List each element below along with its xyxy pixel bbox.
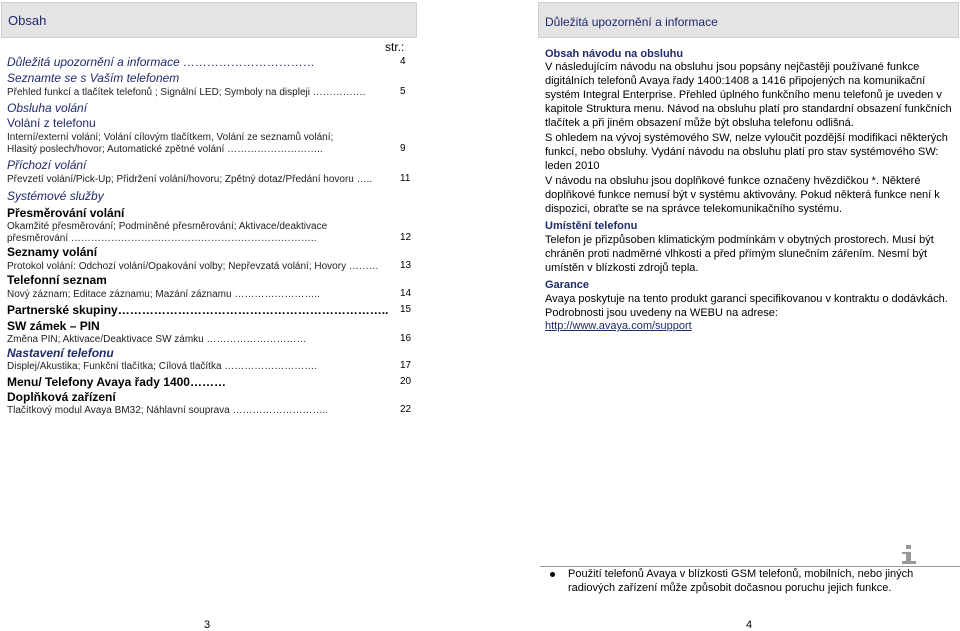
warranty-paragraph: Avaya poskytuje na tento produkt garanci specifikovanou v kontraktu o dodávkách. Podrobnosti jsou uvedeny na WEBU na adrese: <box>545 293 948 319</box>
right-page-title: Důležitá upozornění a informace <box>545 15 718 29</box>
section-title-manual: Obsah návodu na obsluhu <box>545 48 684 60</box>
toc-page: 9 <box>400 143 406 154</box>
toc-entry: Seznamte se s Vaším telefonem <box>7 71 180 85</box>
section-title-warranty: Garance <box>545 279 590 291</box>
toc-page: 16 <box>400 333 412 344</box>
toc-page: 4 <box>400 56 406 67</box>
toc-entry: Doplňková zařízení <box>7 390 116 404</box>
toc-entry: Okamžité přesměrování; Podmíněné přesměrování; Aktivace/deaktivace <box>7 221 328 232</box>
toc-entry: Protokol volání: Odchozí volání/Opakování volby; Nepřevzatá volání; Hovory ……… <box>7 261 379 272</box>
toc-entry: Interní/externí volání; Volání cílovým tlačítkem, Volání ze seznamů volání; <box>7 132 334 143</box>
toc-entry: Přesměrování volání <box>7 206 125 220</box>
toc-entry: Partnerské skupiny………………………………………………………….. <box>7 303 389 317</box>
toc-page-label: str.: <box>385 40 405 54</box>
toc-entry: Hlasitý poslech/hovor; Automatické zpětné volání ……………………….. <box>7 144 323 155</box>
toc-entry: Převzetí volání/Pick-Up; Přidržení volání/hovoru; Zpětný dotaz/Předání hovoru ….. <box>7 174 373 185</box>
toc-entry: Telefonní seznam <box>7 273 107 287</box>
toc-page: 11 <box>400 173 411 184</box>
section-title-placement: Umístění telefonu <box>545 220 638 232</box>
info-icon <box>897 545 921 565</box>
toc-page: 12 <box>400 232 412 243</box>
toc-page: 22 <box>400 404 412 415</box>
manual-paragraph-2: S ohledem na vývoj systémového SW, nelze vyloučit pozdější modifikaci některých funkcí, nebo obsluhy. Vydání návodu na obsluhu platí pro stav systémového SW: leden 2010 <box>545 132 948 172</box>
toc-entry: Menu/ Telefony Avaya řady 1400……… <box>7 375 226 389</box>
gsm-warning-note: Použití telefonů Avaya v blízkosti GSM telefonů, mobilních, nebo jiných radiových zařízení může způsobit dočasnou poruchu jejich funkce. <box>568 568 914 594</box>
toc-entry: Nastavení telefonu <box>7 346 114 360</box>
toc-entry: Tlačítkový modul Avaya BM32; Náhlavní souprava ……………………….. <box>7 405 329 416</box>
toc-page: 20 <box>400 376 412 387</box>
toc-entry: Důležitá upozornění a informace …………………………… <box>7 55 316 69</box>
toc-entry: přesměrování ……………………………………………………………….. <box>7 233 317 244</box>
toc-page: 15 <box>400 304 412 315</box>
toc-entry: Změna PIN; Aktivace/Deaktivace SW zámku ………………………… <box>7 334 307 345</box>
toc-entry: Systémové služby <box>7 189 104 203</box>
manual-paragraph-1: V následujícím návodu na obsluhu jsou popsány nejčastěji používané funkce digitálních telefonů Avaya řady 1400:1408 a 1416 připojených na komunikační systém Integral Enterprise. Přehled úplného funkčního menu telefonů je uveden v kapitole Struktura menu. Návod na obsluhu platí pro standardní obsazení funkčních tlačítek a při jiném obsazení může být obsluha telefonu odlišná. <box>545 61 952 129</box>
toc-entry: Obsluha volání <box>7 101 88 115</box>
toc-entry: Příchozí volání <box>7 158 87 172</box>
placement-paragraph: Telefon je přizpůsoben klimatickým podmínkám v obytných prostorech. Musí být chráněn proti nadměrné vlhkosti a před přímým slunečním zářením. Nesmí být umístěn v blízkosti zdrojů tepla. <box>545 234 934 274</box>
toc-page: 5 <box>400 86 406 97</box>
left-page-title: Obsah <box>8 13 47 28</box>
bullet-icon <box>550 572 555 577</box>
page-number-left: 3 <box>204 619 211 631</box>
toc-entry: SW zámek – PIN <box>7 319 100 333</box>
toc-entry: Nový záznam; Editace záznamu; Mazání záznamu …………………….. <box>7 289 320 300</box>
manual-paragraph-3: V návodu na obsluhu jsou doplňkové funkce označeny hvězdičkou *. Některé doplňkové funkce nemusí být v systému aktivovány. Pokud některá funkce není k dispozici, obraťte se na správce telekomunikačního systému. <box>545 175 940 215</box>
toc-entry: Volání z telefonu <box>7 116 96 130</box>
page-number-right: 4 <box>746 619 753 631</box>
toc-entry: Přehled funkcí a tlačítek telefonů ; Signální LED; Symboly na displeji ……………. <box>7 87 366 98</box>
left-page-header <box>1 2 417 38</box>
toc-page: 14 <box>400 288 412 299</box>
right-page-header <box>538 2 959 38</box>
toc-entry: Seznamy volání <box>7 245 98 259</box>
toc-page: 17 <box>400 360 412 371</box>
support-link[interactable]: http://www.avaya.com/support <box>545 320 692 332</box>
toc-page: 13 <box>400 260 412 271</box>
toc-entry: Displej/Akustika; Funkční tlačítka; Cílová tlačítka ………………………. <box>7 361 318 372</box>
